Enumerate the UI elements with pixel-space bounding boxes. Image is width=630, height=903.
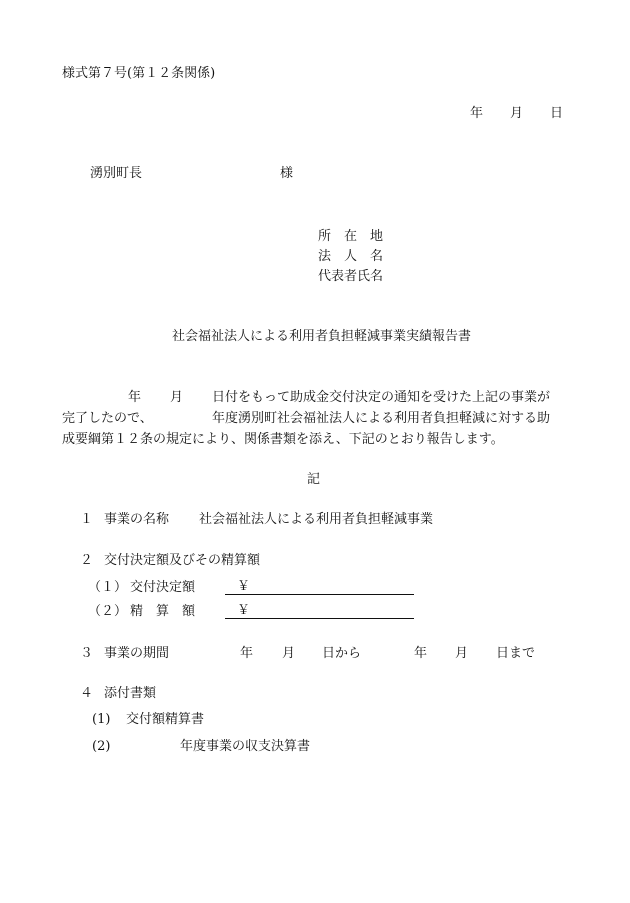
item4-sub2-label: 年度事業の収支決算書 bbox=[180, 739, 311, 754]
body-line2-prefix: 完了したので、 bbox=[62, 411, 153, 426]
date-day-label: 日 bbox=[550, 106, 564, 121]
item4-label: 添付書類 bbox=[104, 686, 157, 701]
item3-start-year: 年 bbox=[240, 646, 254, 661]
item3-end-year: 年 bbox=[414, 646, 428, 661]
body-line2-text: 年度湧別町社会福祉法人による利用者負担軽減に対する助 bbox=[212, 411, 551, 426]
item3-label: 事業の期間 bbox=[104, 646, 170, 661]
body-line1-year: 年 bbox=[128, 390, 142, 405]
item4-number: ４ bbox=[80, 686, 94, 701]
item2-label: 交付決定額及びその精算額 bbox=[104, 553, 261, 568]
item3-end-month: 月 bbox=[455, 646, 469, 661]
note-heading: 記 bbox=[307, 472, 321, 487]
item3-start-month: 月 bbox=[282, 646, 296, 661]
item1-label: 事業の名称 bbox=[104, 512, 170, 527]
item2-sub2-amount-underline bbox=[225, 618, 414, 619]
item3-start-day: 日から bbox=[322, 646, 362, 661]
addressee-name: 湧別町長 bbox=[90, 166, 143, 181]
item4-sub1-label: 交付額精算書 bbox=[126, 712, 205, 727]
form-number: 様式第７号(第１２条関係) bbox=[62, 66, 216, 81]
item1-number: １ bbox=[80, 512, 94, 527]
item2-sub2-number: （２） bbox=[88, 604, 128, 619]
item3-end-day: 日まで bbox=[496, 646, 536, 661]
body-line3: 成要綱第１２条の規定により、関係書類を添え、下記のとおり報告します。 bbox=[62, 432, 504, 447]
item2-sub1-yen: ￥ bbox=[237, 579, 251, 594]
item2-sub1-label: 交付決定額 bbox=[130, 580, 196, 595]
item3-number: ３ bbox=[80, 646, 94, 661]
date-month-label: 月 bbox=[510, 106, 524, 121]
addressee-honorific: 様 bbox=[280, 166, 294, 181]
item2-sub2-label: 精 算 額 bbox=[130, 604, 196, 619]
item2-number: ２ bbox=[80, 553, 94, 568]
item2-sub1-amount-underline bbox=[225, 594, 414, 595]
item2-sub2-yen: ￥ bbox=[237, 603, 251, 618]
applicant-location-label: 所 在 地 bbox=[318, 229, 384, 244]
item4-sub2-number: (2) bbox=[92, 739, 111, 754]
applicant-representative-label: 代表者氏名 bbox=[318, 269, 384, 284]
item2-sub1-number: （１） bbox=[88, 580, 128, 595]
item4-sub1-number: (1) bbox=[92, 712, 111, 727]
body-line1-text: 日付をもって助成金交付決定の通知を受けた上記の事業が bbox=[212, 390, 551, 405]
document-title: 社会福祉法人による利用者負担軽減事業実績報告書 bbox=[172, 329, 472, 344]
item1-value: 社会福祉法人による利用者負担軽減事業 bbox=[199, 512, 434, 527]
body-line1-month: 月 bbox=[170, 390, 184, 405]
date-year-label: 年 bbox=[470, 106, 484, 121]
applicant-corporation-label: 法 人 名 bbox=[318, 249, 384, 264]
